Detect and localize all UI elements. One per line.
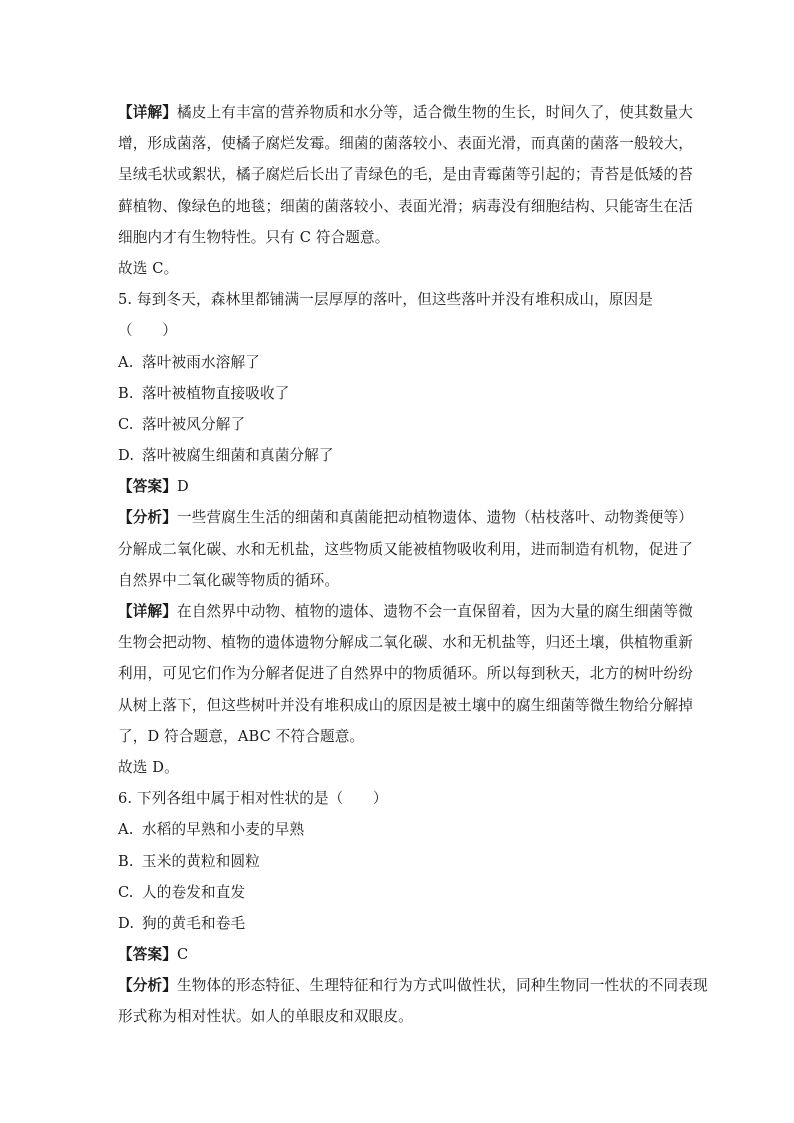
q4-detail-line-2: 增，形成菌落，使橘子腐烂发霉。细菌的菌落较小、表面光滑，而真菌的菌落一般较大，: [118, 135, 694, 153]
q5-answer: 【答案】D: [118, 478, 189, 496]
q5-option-d: D. 落叶被腐生细菌和真菌分解了: [118, 447, 334, 465]
q5-analysis-line-2: 分解成二氧化碳、水和无机盐，这些物质又能被植物吸收利用，进而制造有机物，促进了: [118, 540, 694, 558]
q5-detail-line-2: 生物会把动物、植物的遗体遗物分解成二氧化碳、水和无机盐等，归还土壤，供植物重新: [118, 634, 694, 652]
q5-analysis-line-1: 【分析】一些营腐生生活的细菌和真菌能把动植物遗体、遗物（枯枝落叶、动物粪便等）: [118, 509, 694, 527]
q5-conclusion: 故选 D。: [118, 758, 179, 776]
q6-analysis-line-1: 【分析】生物体的形态特征、生理特征和行为方式叫做性状，同种生物同一性状的不同表现: [118, 977, 708, 995]
q6-answer: 【答案】C: [118, 946, 189, 964]
q5-detail-line-5: 了，D 符合题意，ABC 不符合题意。: [118, 727, 365, 745]
q4-detail-tag: 【详解】: [118, 104, 177, 121]
q5-detail-line-3: 利用，可见它们作为分解者促进了自然界中的物质循环。所以每到秋天，北方的树叶纷纷: [118, 665, 694, 683]
q5-analysis-line-3: 自然界中二氧化碳等物质的循环。: [118, 571, 340, 589]
q4-detail-line-5: 细胞内才有生物特性。只有 C 符合题意。: [118, 228, 390, 246]
q5-option-c: C. 落叶被风分解了: [118, 415, 246, 433]
q6-option-d: D. 狗的黄毛和卷毛: [118, 914, 246, 932]
q6-option-b: B. 玉米的黄粒和圆粒: [118, 852, 260, 870]
q6-option-c: C. 人的卷发和直发: [118, 883, 246, 901]
q4-detail-line-3: 呈绒毛状或絮状，橘子腐烂后长出了青绿色的毛，是由青霉菌等引起的；青苔是低矮的苔: [118, 166, 694, 184]
q4-conclusion: 故选 C。: [118, 259, 179, 277]
q6-analysis-line-2: 形式称为相对性状。如人的单眼皮和双眼皮。: [118, 1008, 413, 1026]
q4-detail-line-4: 藓植物、像绿色的地毯；细菌的菌落较小、表面光滑；病毒没有细胞结构、只能寄生在活: [118, 197, 694, 215]
q4-detail-line-1: 【详解】橘皮上有丰富的营养物质和水分等，适合微生物的生长，时间久了，使其数量大: [118, 104, 694, 121]
q5-blank: （ ）: [118, 322, 177, 340]
q6-stem: 6. 下列各组中属于相对性状的是（ ）: [118, 790, 388, 808]
document-page: [118, 97, 708, 1033]
q5-detail-line-4: 从树上落下，但这些树叶并没有堆积成山的原因是被土壤中的腐生细菌等微生物给分解掉: [118, 696, 694, 714]
q5-option-a: A. 落叶被雨水溶解了: [118, 353, 260, 371]
q5-option-b: B. 落叶被植物直接吸收了: [118, 384, 290, 402]
q5-detail-line-1: 【详解】在自然界中动物、植物的遗体、遗物不会一直保留着，因为大量的腐生细菌等微: [118, 603, 694, 620]
q6-option-a: A. 水稻的早熟和小麦的早熟: [118, 821, 305, 839]
q5-stem: 5. 每到冬天，森林里都铺满一层厚厚的落叶，但这些落叶并没有堆积成山，原因是: [118, 291, 654, 309]
